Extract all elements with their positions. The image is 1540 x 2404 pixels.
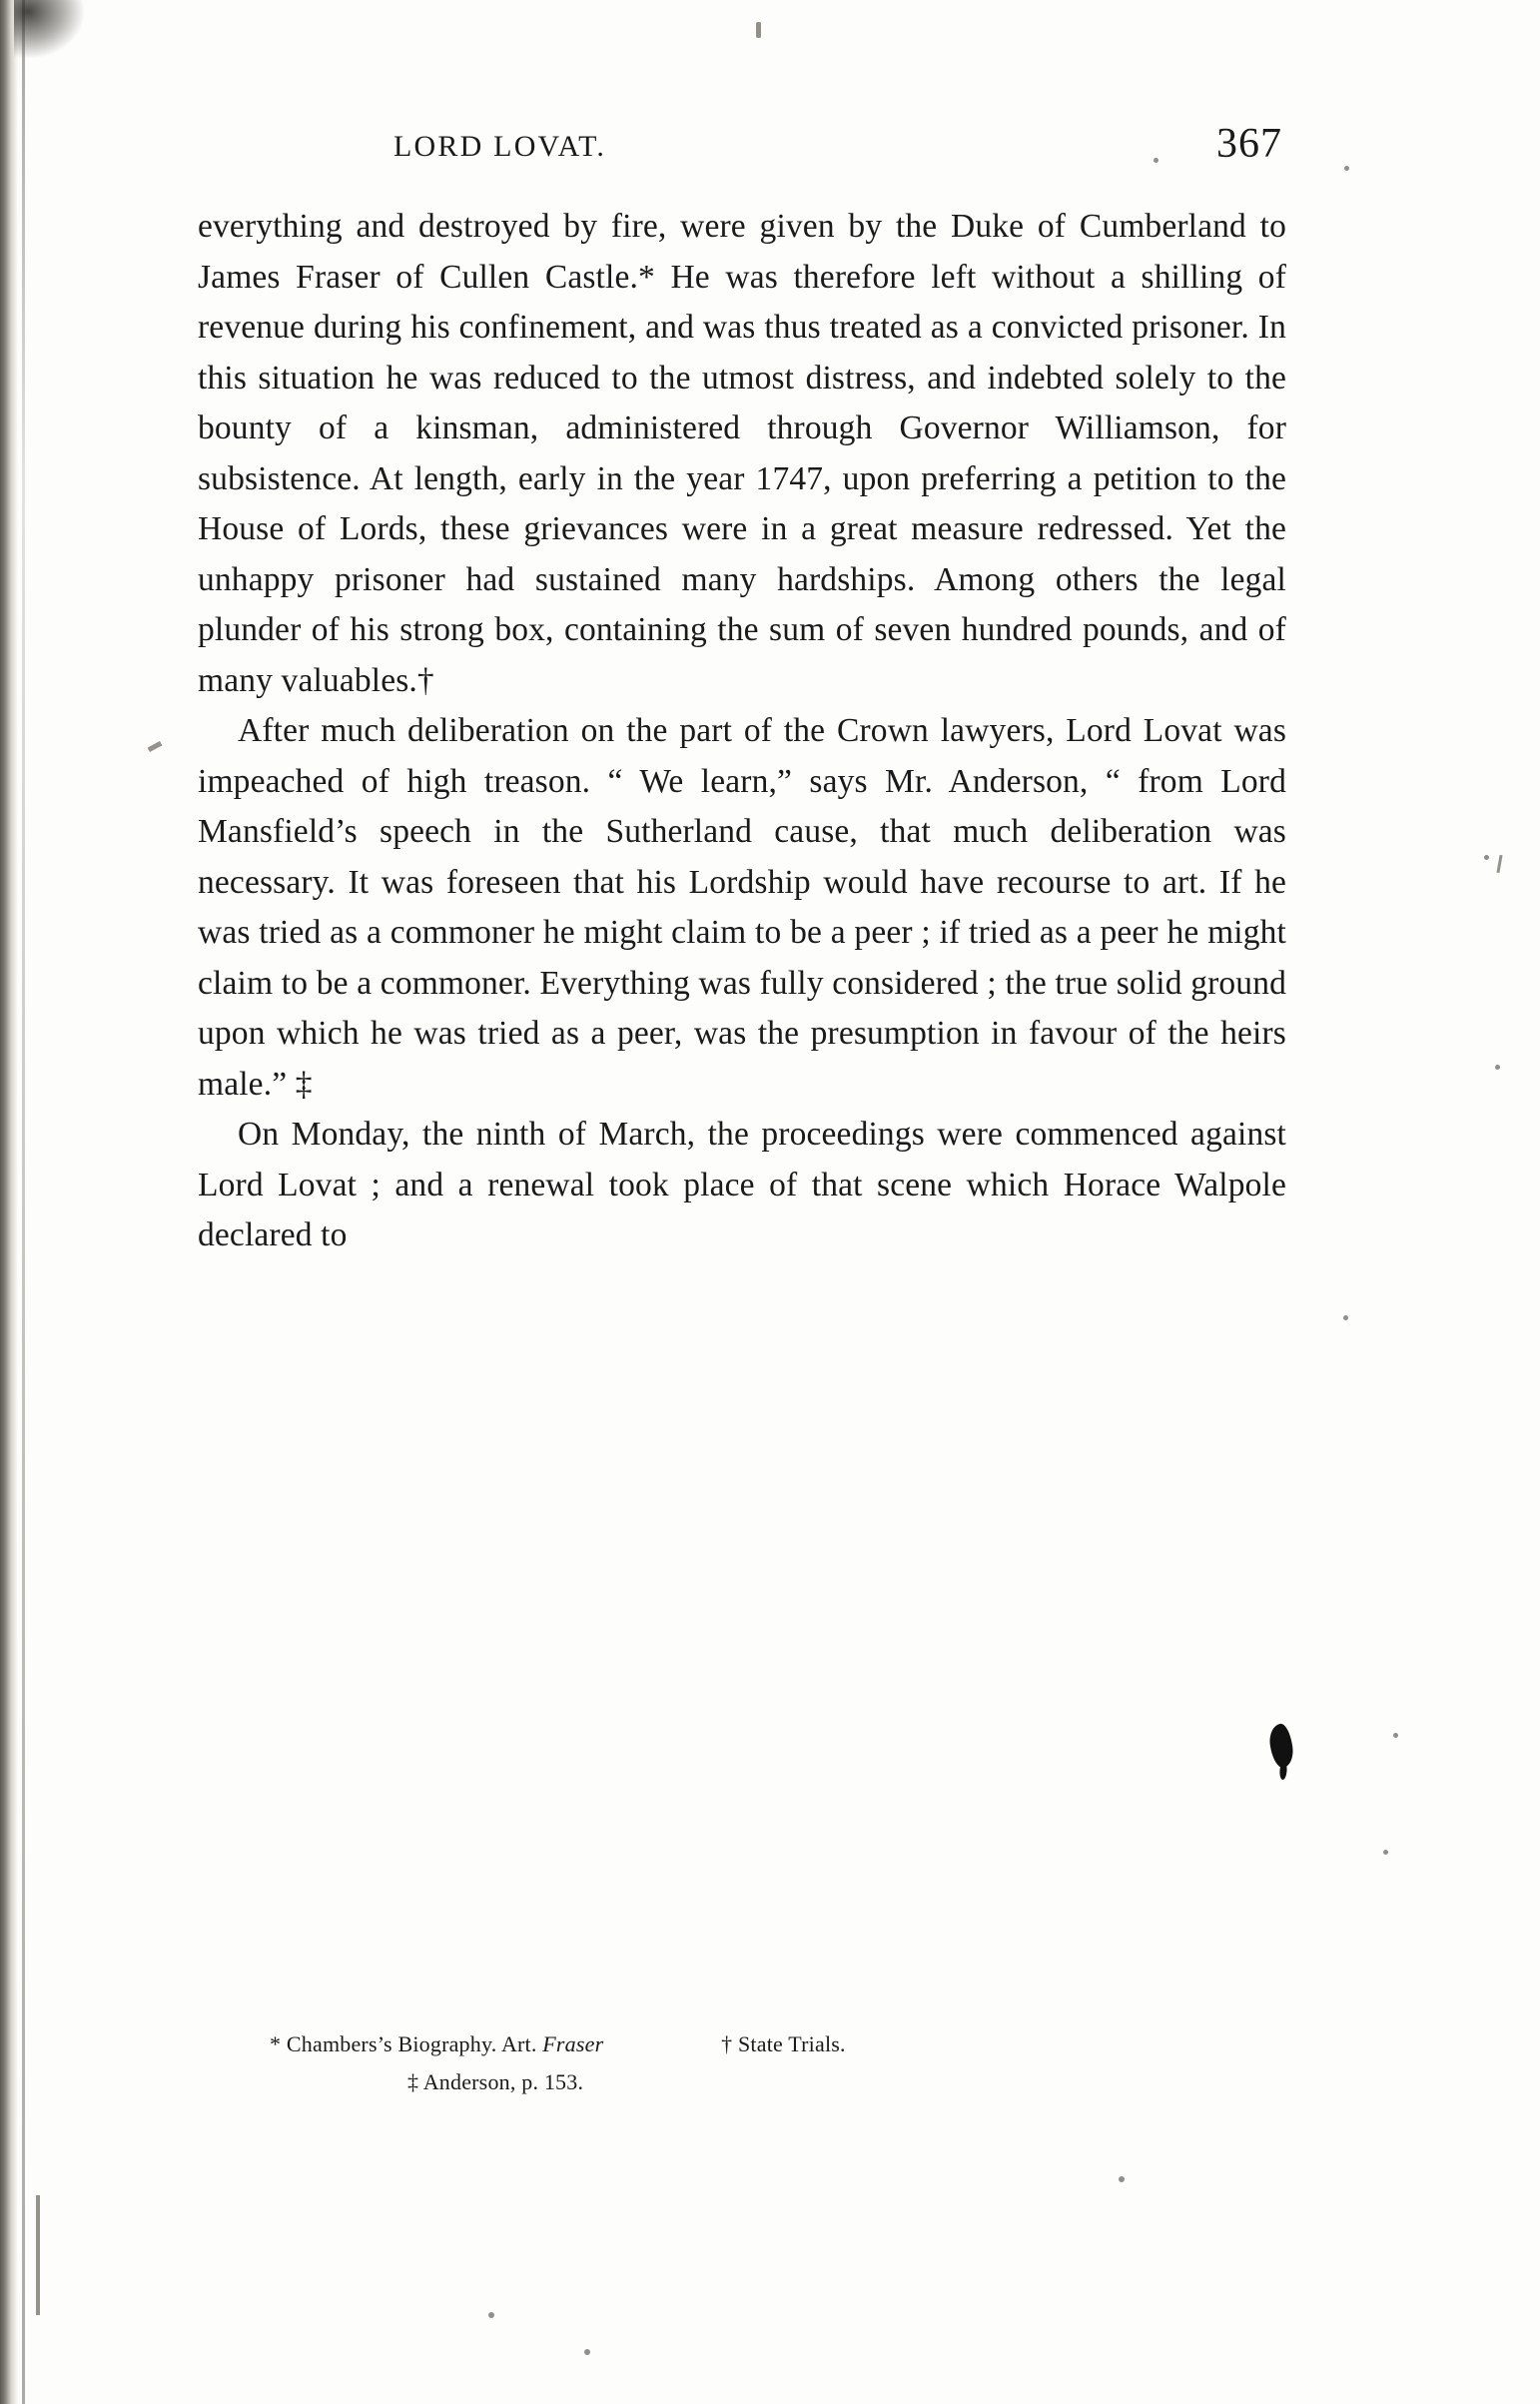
scan-speck [1344, 166, 1349, 171]
scan-speck [756, 22, 761, 38]
footnote-text-state-trials: State Trials. [737, 2031, 846, 2056]
scan-tick [148, 741, 163, 752]
footnote-marker-double-dagger: ‡ [407, 2069, 419, 2094]
scan-speck [584, 2349, 590, 2355]
book-gutter-shadow [0, 0, 18, 2404]
footnote-text-art: Art. [500, 2031, 537, 2056]
corner-smudge [14, 0, 84, 58]
footnote-row-second [198, 2065, 1286, 2099]
body-text [198, 202, 1286, 1261]
page-edge-line [22, 0, 25, 2404]
scan-speck [1495, 1065, 1500, 1070]
footnote-text-anderson: Anderson, p. 153. [422, 2069, 584, 2094]
scan-speck [1383, 1850, 1388, 1855]
scan-speck [1393, 1733, 1398, 1738]
footnote-text-fraser: Fraser [542, 2031, 604, 2056]
scan-speck [488, 2312, 494, 2318]
paragraph: everything and destroyed by fire, were given by the Duke of Cumberland to James Fraser of Cullen Castle.* He was therefore left without a shilling of revenue during his confinement, and was thus treated as a convicted prisoner. In this situation he was reduced to the utmost distress, and indebted solely to the bounty of a kinsman, administered through Governor Williamson, for subsistence. At length, early in the year 1747, upon preferring a petition to the House of Lords, these grievances were in a great measure redressed. Yet the unhappy prisoner had sustained many hardships. Among others the legal plunder of his strong box, containing the sum of seven hundred pounds, and of many valuables.† [198, 208, 1286, 699]
paragraph: On Monday, the ninth of March, the proceedings were commenced against Lord Lovat ; and a renewal took place of that scene which Horace Walpole declared to [198, 1116, 1286, 1253]
footnote-block [198, 2027, 1286, 2099]
footnote-text-chambers: Chambers’s Biography. [286, 2031, 497, 2056]
footnote-row-first [198, 2027, 1286, 2061]
scan-tick [1496, 855, 1502, 873]
page-number: 367 [1216, 121, 1282, 167]
footnote-marker-dagger: † [721, 2031, 733, 2056]
running-head-title: LORD LOVAT. [393, 130, 607, 163]
scan-speck [1119, 2176, 1125, 2182]
footnote-marker-asterisk: * [270, 2031, 282, 2056]
scan-speck [1343, 1315, 1348, 1320]
scan-tick [36, 2195, 40, 2315]
page-content [198, 120, 1286, 1261]
paragraph: After much deliberation on the part of the Crown lawyers, Lord Lovat was impeached of high treason. “ We learn,” says Mr. Anderson, “ from Lord Mansfield’s speech in the Sutherland cause, that much deliberation was necessary. It was foreseen that his Lordship would have recourse to art. If he was tried as a commoner he might claim to be a peer ; if tried as a peer he might claim to be a commoner. Everything was fully considered ; the true solid ground upon which he was tried as a peer, was the presumption in favour of the heirs male.” ‡ [198, 712, 1286, 1103]
ink-blot-mark [1267, 1723, 1295, 1770]
scan-speck [1484, 855, 1489, 860]
running-head [198, 120, 1286, 184]
